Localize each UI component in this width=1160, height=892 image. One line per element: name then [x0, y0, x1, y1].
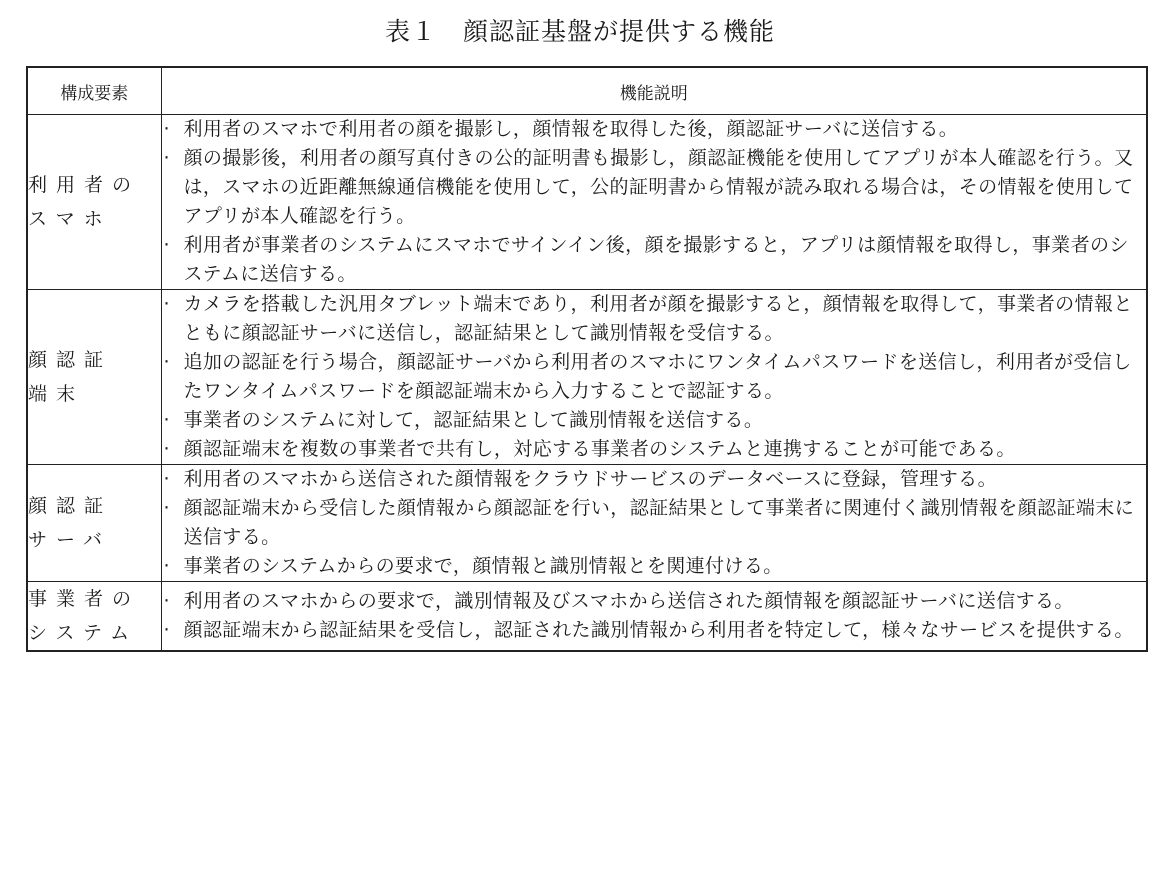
- bullet-icon: ·: [163, 351, 170, 373]
- list-item: [162, 587, 1147, 616]
- item-text: カメラを搭載した汎用タブレット端末であり，利用者が顔を撮影すると，顔情報を取得して，事業者の情報とともに顔認証サーバに送信し，認証結果として識別情報を受信する。: [183, 293, 1133, 344]
- list-item: [162, 616, 1147, 645]
- list-item: [162, 406, 1147, 435]
- component-cell: [27, 582, 161, 652]
- component-label: 端末: [28, 383, 85, 405]
- description-cell: [161, 290, 1147, 465]
- list-item: [162, 144, 1147, 231]
- item-text: 利用者が事業者のシステムにスマホでサインイン後，顔を撮影すると，アプリは顔情報を取得し，事業者のシステムに送信する。: [183, 234, 1129, 285]
- component-cell: [27, 115, 161, 290]
- description-cell: [161, 115, 1147, 290]
- bullet-icon: ·: [163, 468, 170, 490]
- list-item: [162, 552, 1147, 581]
- component-label: システム: [28, 622, 139, 644]
- bullet-icon: ·: [163, 590, 170, 612]
- table-caption: 表１ 顔認証基盤が提供する機能: [384, 17, 775, 46]
- item-text: 利用者のスマホからの要求で，識別情報及びスマホから送信された顔情報を顔認証サーバに送信する。: [183, 590, 1074, 612]
- table-row-user-smartphone: [27, 115, 1147, 290]
- item-text: 顔認証端末から認証結果を受信し，認証された識別情報から利用者を特定して，様々なサービスを提供する。: [183, 619, 1134, 641]
- table-row-face-auth-server: [27, 465, 1147, 582]
- header-component: 構成要素: [27, 67, 161, 115]
- item-text: 利用者のスマホから送信された顔情報をクラウドサービスのデータベースに登録，管理する。: [183, 468, 997, 490]
- bullet-icon: ·: [163, 438, 170, 460]
- bullet-icon: ·: [163, 293, 170, 315]
- list-item: [162, 465, 1147, 494]
- item-text: 事業者のシステムからの要求で，顔情報と識別情報とを関連付ける。: [183, 555, 783, 577]
- table-row-business-system: [27, 582, 1147, 652]
- item-text: 利用者のスマホで利用者の顔を撮影し，顔情報を取得した後，顔認証サーバに送信する。: [183, 118, 959, 140]
- component-label: 顔認証: [28, 349, 113, 371]
- list-item: [162, 231, 1147, 289]
- bullet-icon: ·: [163, 118, 170, 140]
- function-table: [26, 66, 1148, 652]
- table-row-face-auth-terminal: [27, 290, 1147, 465]
- component-label: 顔認証: [28, 495, 113, 517]
- component-label: サーバ: [28, 529, 112, 551]
- list-item: [162, 348, 1147, 406]
- list-item: [162, 115, 1147, 144]
- description-cell: [161, 582, 1147, 652]
- bullet-icon: ·: [163, 147, 170, 169]
- component-label: 事業者の: [28, 588, 141, 610]
- list-item: [162, 494, 1147, 552]
- item-text: 事業者のシステムに対して，認証結果として識別情報を送信する。: [183, 409, 764, 431]
- bullet-icon: ·: [163, 234, 170, 256]
- component-cell: [27, 290, 161, 465]
- item-text: 顔の撮影後，利用者の顔写真付きの公的証明書も撮影し，顔認証機能を使用してアプリが本人確認を行う。又は，スマホの近距離無線通信機能を使用して，公的証明書から情報が読み取れる場合は，その情報を使用してアプリが本人確認を行う。: [183, 147, 1134, 227]
- component-label: 利用者の: [28, 174, 141, 196]
- table-header-row: [27, 67, 1147, 115]
- header-description: 機能説明: [161, 67, 1147, 115]
- list-item: [162, 435, 1147, 464]
- item-text: 顔認証端末から受信した顔情報から顔認証を行い，認証結果として事業者に関連付く識別情報を顔認証端末に送信する。: [183, 497, 1135, 548]
- item-text: 顔認証端末を複数の事業者で共有し，対応する事業者のシステムと連携することが可能である。: [183, 438, 1016, 460]
- description-cell: [161, 465, 1147, 582]
- bullet-icon: ·: [163, 555, 170, 577]
- component-cell: [27, 465, 161, 582]
- bullet-icon: ·: [163, 619, 170, 641]
- list-item: [162, 290, 1147, 348]
- bullet-icon: ·: [163, 409, 170, 431]
- bullet-icon: ·: [163, 497, 170, 519]
- component-label: スマホ: [28, 208, 112, 230]
- item-text: 追加の認証を行う場合，顔認証サーバから利用者のスマホにワンタイムパスワードを送信し，利用者が受信したワンタイムパスワードを顔認証端末から入力することで認証する。: [183, 351, 1132, 402]
